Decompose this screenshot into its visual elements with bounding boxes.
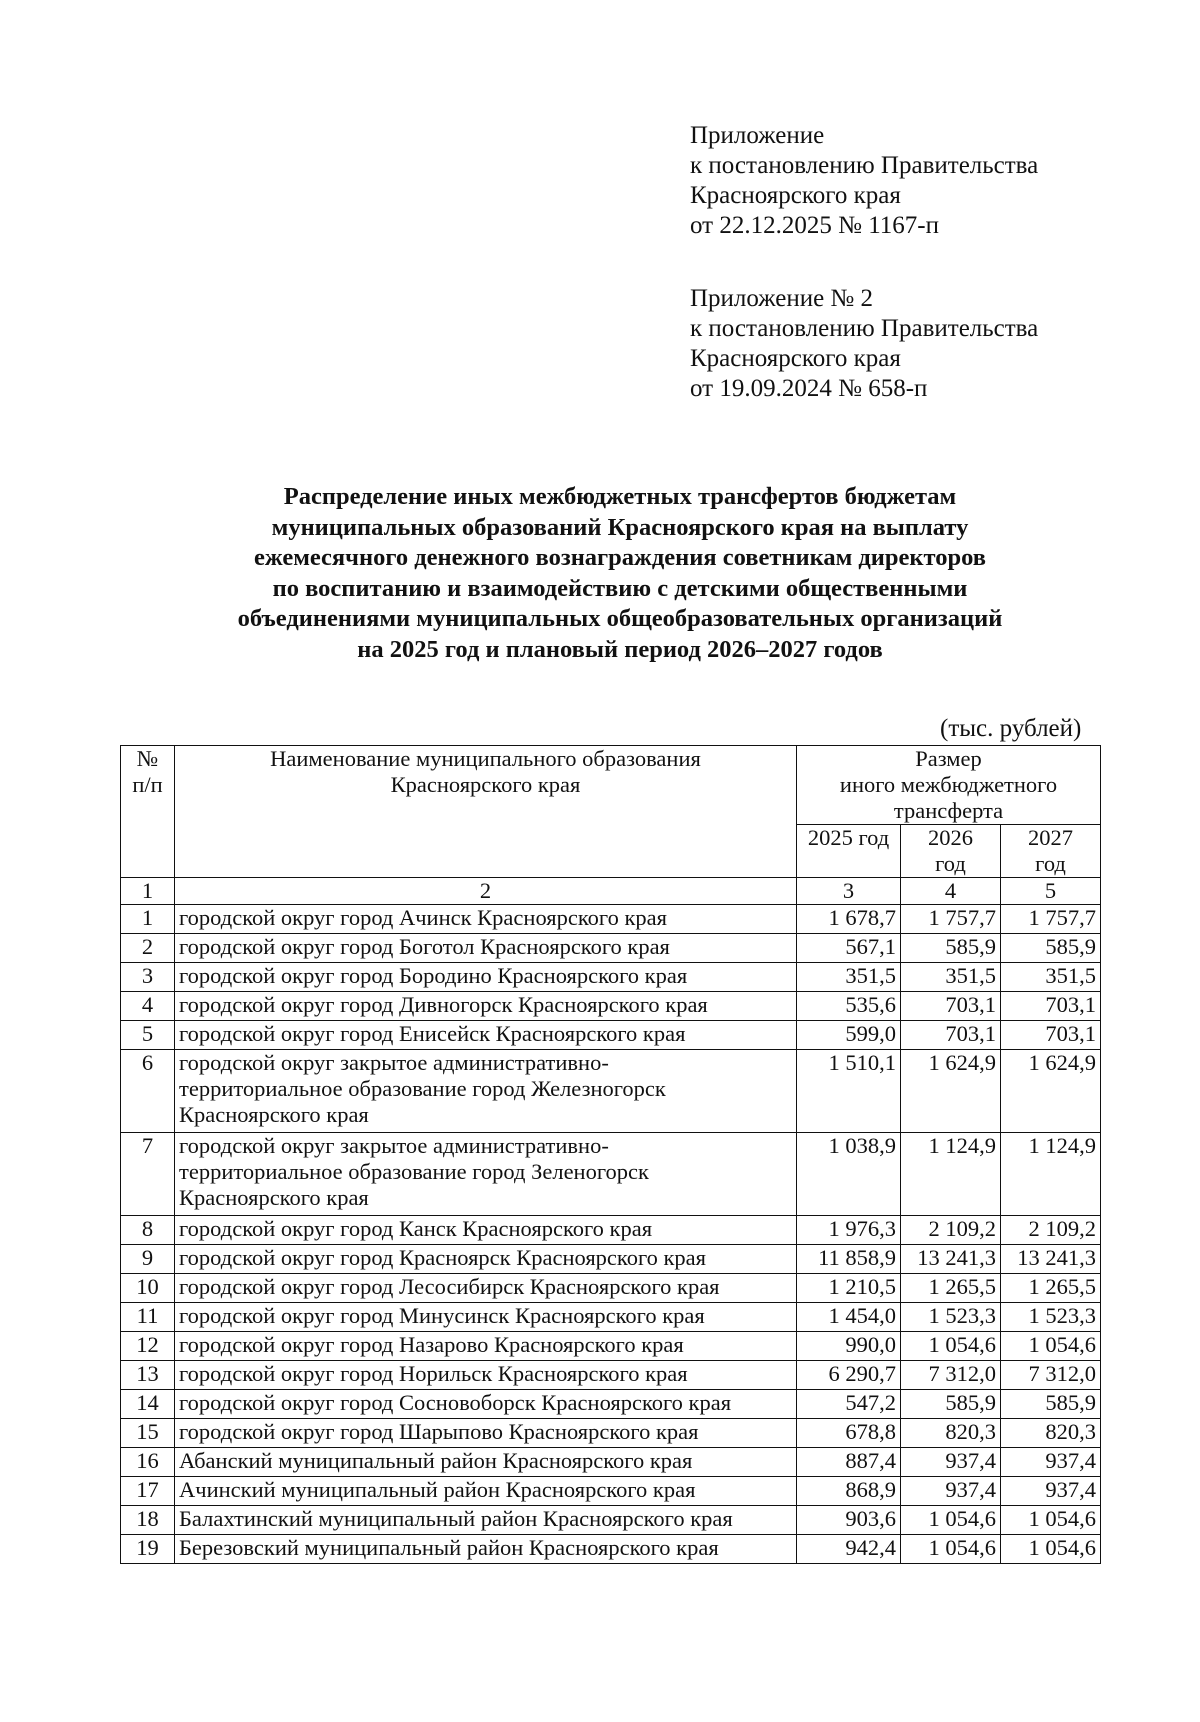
- appendix-original-line-4: от 19.09.2024 № 658-п: [690, 375, 928, 402]
- row-municipality-name-line: территориальное образование город Железногорск: [179, 1076, 666, 1101]
- row-municipality-name: [175, 1133, 797, 1216]
- row-municipality-name: Березовский муниципальный район Красноярского края: [175, 1535, 797, 1564]
- row-municipality-name: [175, 1050, 797, 1133]
- row-number: 15: [121, 1419, 175, 1448]
- row-value-2025: 990,0: [797, 1332, 901, 1361]
- row-value-2025: 567,1: [797, 934, 901, 963]
- header-year-2026-line-2: год: [935, 851, 966, 876]
- row-value-2025: 887,4: [797, 1448, 901, 1477]
- appendix-original-block: [690, 284, 1038, 404]
- row-value-2027: 1 054,6: [1001, 1535, 1101, 1564]
- row-municipality-name: городской округ город Боготол Красноярского края: [175, 934, 797, 963]
- header-num-cell: [121, 746, 175, 878]
- row-number: 5: [121, 1021, 175, 1050]
- row-value-2026: 937,4: [901, 1477, 1001, 1506]
- table-row: [121, 1332, 1101, 1361]
- row-value-2025: 1 678,7: [797, 905, 901, 934]
- row-number: 16: [121, 1448, 175, 1477]
- row-number: 17: [121, 1477, 175, 1506]
- table-row: [121, 1216, 1101, 1245]
- row-municipality-name: городской округ город Дивногорск Красноярского края: [175, 992, 797, 1021]
- row-value-2026: 1 054,6: [901, 1332, 1001, 1361]
- row-municipality-name: городской округ город Минусинск Красноярского края: [175, 1303, 797, 1332]
- appendix-original-line-1: Приложение № 2: [690, 285, 874, 312]
- table-row: [121, 1361, 1101, 1390]
- table-row: [121, 934, 1101, 963]
- row-value-2027: 820,3: [1001, 1419, 1101, 1448]
- title-line-5: объединениями муниципальных общеобразовательных организаций: [237, 605, 1003, 632]
- row-number: 7: [121, 1133, 175, 1216]
- row-municipality-name-line: Красноярского края: [179, 1185, 369, 1210]
- row-municipality-name-line: Красноярского края: [179, 1102, 369, 1127]
- title-line-3: ежемесячного денежного вознаграждения советникам директоров: [254, 544, 986, 571]
- row-number: 11: [121, 1303, 175, 1332]
- column-number-3: 3: [797, 878, 901, 905]
- row-municipality-name-line: городской округ закрытое административно-: [179, 1133, 609, 1158]
- row-municipality-name: Балахтинский муниципальный район Красноярского края: [175, 1506, 797, 1535]
- appendix-original-line-2: к постановлению Правительства: [690, 315, 1039, 342]
- header-year-2025-label: 2025 год: [807, 825, 890, 850]
- header-year-2027: [1001, 825, 1101, 878]
- row-municipality-name: городской округ город Назарово Красноярского края: [175, 1332, 797, 1361]
- title-line-4: по воспитанию и взаимодействию с детскими общественными: [272, 574, 968, 602]
- header-size-cell: [797, 746, 1101, 825]
- row-municipality-name: городской округ город Енисейск Красноярского края: [175, 1021, 797, 1050]
- title-line-1: Распределение иных межбюджетных трансфертов бюджетам: [283, 483, 957, 510]
- row-value-2025: 1 976,3: [797, 1216, 901, 1245]
- table-row: [121, 1133, 1101, 1216]
- row-value-2026: 1 265,5: [901, 1274, 1001, 1303]
- column-number-1: 1: [121, 878, 175, 905]
- row-value-2027: 1 054,6: [1001, 1332, 1101, 1361]
- row-number: 2: [121, 934, 175, 963]
- row-value-2025: 547,2: [797, 1390, 901, 1419]
- column-number-2: 2: [175, 878, 797, 905]
- row-municipality-name: городской округ город Норильск Красноярского края: [175, 1361, 797, 1390]
- table-row: [121, 1506, 1101, 1535]
- row-value-2027: 1 523,3: [1001, 1303, 1101, 1332]
- table-header-row: [121, 746, 1101, 825]
- row-value-2026: 2 109,2: [901, 1216, 1001, 1245]
- row-municipality-name: городской округ город Канск Красноярского края: [175, 1216, 797, 1245]
- table-row: [121, 1477, 1101, 1506]
- column-numbers-row: [121, 878, 1101, 905]
- appendix-current-line-2: к постановлению Правительства: [690, 152, 1039, 179]
- row-municipality-name: городской округ город Шарыпово Красноярского края: [175, 1419, 797, 1448]
- row-value-2027: 703,1: [1001, 1021, 1101, 1050]
- row-number: 18: [121, 1506, 175, 1535]
- row-value-2025: 868,9: [797, 1477, 901, 1506]
- table-row: [121, 1021, 1101, 1050]
- row-value-2027: 937,4: [1001, 1477, 1101, 1506]
- row-municipality-name: городской округ город Бородино Красноярского края: [175, 963, 797, 992]
- row-value-2025: 1 510,1: [797, 1050, 901, 1133]
- appendix-current-block: [690, 121, 1038, 241]
- row-number: 4: [121, 992, 175, 1021]
- column-number-5: 5: [1001, 878, 1101, 905]
- row-municipality-name: Абанский муниципальный район Красноярского края: [175, 1448, 797, 1477]
- table-row: [121, 1274, 1101, 1303]
- row-value-2025: 1 210,5: [797, 1274, 901, 1303]
- row-value-2026: 1 054,6: [901, 1506, 1001, 1535]
- row-municipality-name-line: территориальное образование город Зеленогорск: [179, 1159, 649, 1184]
- row-value-2026: 7 312,0: [901, 1361, 1001, 1390]
- row-value-2026: 1 054,6: [901, 1535, 1001, 1564]
- row-value-2027: 937,4: [1001, 1448, 1101, 1477]
- header-year-2026: [901, 825, 1001, 878]
- row-municipality-name-line: городской округ закрытое административно-: [179, 1050, 609, 1075]
- row-municipality-name: Ачинский муниципальный район Красноярского края: [175, 1477, 797, 1506]
- row-value-2025: 351,5: [797, 963, 901, 992]
- row-value-2025: 599,0: [797, 1021, 901, 1050]
- title-line-6: на 2025 год и плановый период 2026–2027 годов: [357, 635, 883, 663]
- row-value-2025: 11 858,9: [797, 1245, 901, 1274]
- header-year-2026-line-1: 2026: [928, 825, 973, 850]
- title-line-2: муниципальных образований Красноярского края на выплату: [271, 513, 969, 541]
- row-value-2026: 820,3: [901, 1419, 1001, 1448]
- units-label: (тыс. рублей): [940, 715, 1082, 742]
- row-value-2027: 585,9: [1001, 934, 1101, 963]
- row-value-2027: 2 109,2: [1001, 1216, 1101, 1245]
- row-value-2027: 351,5: [1001, 963, 1101, 992]
- row-value-2027: 585,9: [1001, 1390, 1101, 1419]
- header-name-line-2: Красноярского края: [390, 772, 581, 797]
- row-number: 9: [121, 1245, 175, 1274]
- table-row: [121, 1535, 1101, 1564]
- row-value-2027: 1 757,7: [1001, 905, 1101, 934]
- appendix-original-line-3: Красноярского края: [690, 345, 901, 372]
- table-row: [121, 905, 1101, 934]
- row-value-2025: 1 454,0: [797, 1303, 901, 1332]
- table-row: [121, 1390, 1101, 1419]
- row-number: 12: [121, 1332, 175, 1361]
- row-value-2027: 703,1: [1001, 992, 1101, 1021]
- row-value-2026: 937,4: [901, 1448, 1001, 1477]
- header-year-2027-line-1: 2027: [1028, 825, 1074, 850]
- header-num-line-2: п/п: [132, 772, 163, 797]
- transfers-table: [120, 745, 1101, 1564]
- appendix-current-line-3: Красноярского края: [690, 182, 901, 209]
- header-size-line-1: Размер: [915, 746, 982, 771]
- appendix-current-line-4: от 22.12.2025 № 1167-п: [690, 212, 939, 239]
- row-number: 19: [121, 1535, 175, 1564]
- row-number: 13: [121, 1361, 175, 1390]
- row-municipality-name: городской округ город Сосновоборск Красноярского края: [175, 1390, 797, 1419]
- row-value-2025: 903,6: [797, 1506, 901, 1535]
- row-municipality-name: городской округ город Красноярск Красноярского края: [175, 1245, 797, 1274]
- document-title: [120, 482, 1120, 665]
- row-value-2025: 6 290,7: [797, 1361, 901, 1390]
- row-value-2026: 703,1: [901, 1021, 1001, 1050]
- row-value-2026: 585,9: [901, 934, 1001, 963]
- table-row: [121, 1050, 1101, 1133]
- row-number: 3: [121, 963, 175, 992]
- table-row: [121, 963, 1101, 992]
- table-row: [121, 1245, 1101, 1274]
- header-name-line-1: Наименование муниципального образования: [270, 746, 701, 771]
- row-value-2025: 942,4: [797, 1535, 901, 1564]
- row-value-2026: 351,5: [901, 963, 1001, 992]
- row-value-2025: 678,8: [797, 1419, 901, 1448]
- row-value-2026: 1 624,9: [901, 1050, 1001, 1133]
- row-value-2027: 7 312,0: [1001, 1361, 1101, 1390]
- row-number: 6: [121, 1050, 175, 1133]
- row-municipality-name: городской округ город Лесосибирск Красноярского края: [175, 1274, 797, 1303]
- column-number-4: 4: [901, 878, 1001, 905]
- row-value-2027: 1 624,9: [1001, 1050, 1101, 1133]
- row-value-2027: 13 241,3: [1001, 1245, 1101, 1274]
- row-value-2027: 1 124,9: [1001, 1133, 1101, 1216]
- row-value-2026: 1 757,7: [901, 905, 1001, 934]
- header-name-cell: [175, 746, 797, 878]
- row-value-2027: 1 265,5: [1001, 1274, 1101, 1303]
- row-number: 10: [121, 1274, 175, 1303]
- row-value-2026: 703,1: [901, 992, 1001, 1021]
- table-row: [121, 1419, 1101, 1448]
- header-size-line-3: трансферта: [893, 798, 1004, 823]
- table-row: [121, 1303, 1101, 1332]
- row-value-2026: 585,9: [901, 1390, 1001, 1419]
- row-number: 14: [121, 1390, 175, 1419]
- row-number: 1: [121, 905, 175, 934]
- header-year-2025: [797, 825, 901, 878]
- row-value-2026: 1 124,9: [901, 1133, 1001, 1216]
- row-value-2025: 535,6: [797, 992, 901, 1021]
- row-number: 8: [121, 1216, 175, 1245]
- header-size-line-2: иного межбюджетного: [839, 772, 1058, 797]
- row-value-2026: 13 241,3: [901, 1245, 1001, 1274]
- row-value-2027: 1 054,6: [1001, 1506, 1101, 1535]
- row-municipality-name: городской округ город Ачинск Красноярского края: [175, 905, 797, 934]
- row-value-2025: 1 038,9: [797, 1133, 901, 1216]
- table-row: [121, 1448, 1101, 1477]
- appendix-current-line-1: Приложение: [690, 122, 825, 149]
- table-row: [121, 992, 1101, 1021]
- header-num-line-1: №: [136, 746, 159, 771]
- row-value-2026: 1 523,3: [901, 1303, 1001, 1332]
- header-year-2027-line-2: год: [1035, 851, 1066, 876]
